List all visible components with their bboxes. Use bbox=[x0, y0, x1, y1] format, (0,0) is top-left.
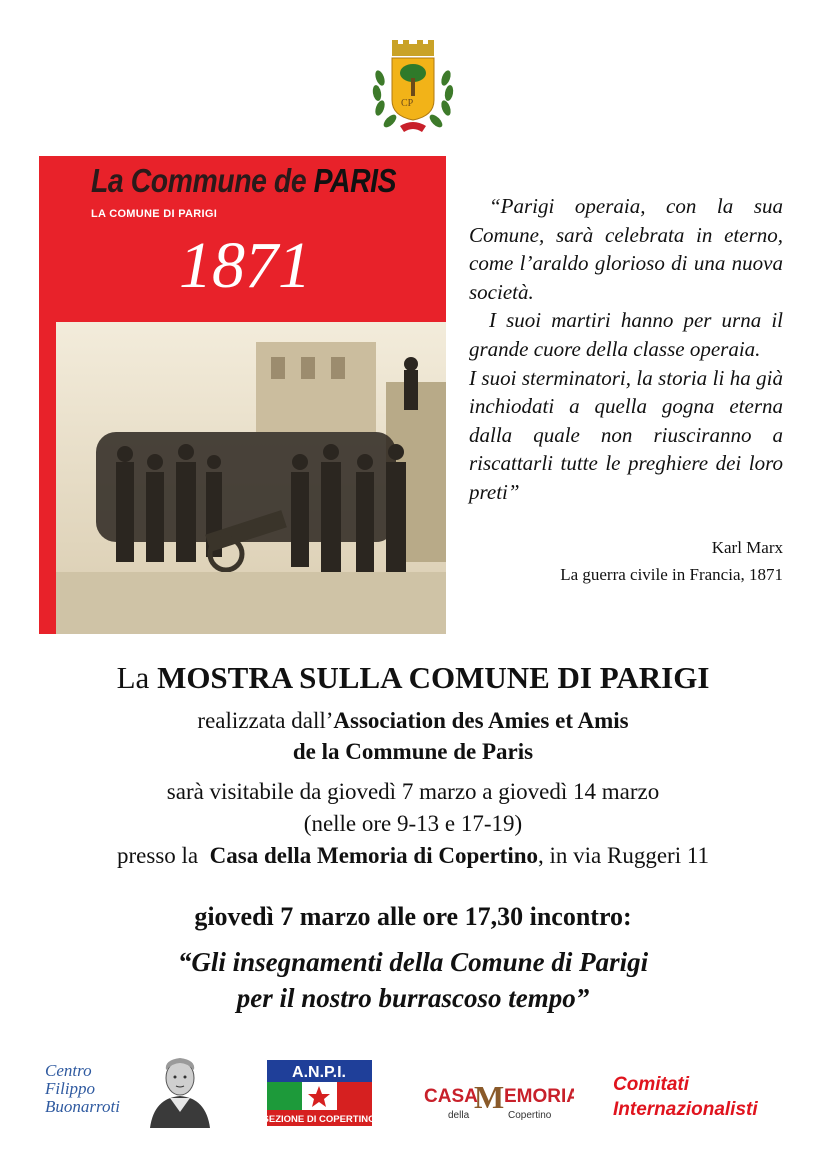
svg-text:CASA: CASA bbox=[424, 1086, 478, 1107]
exhibition-poster bbox=[39, 156, 446, 634]
portrait-icon bbox=[140, 1048, 220, 1128]
poster-title: La Commune de PARIS bbox=[91, 162, 397, 199]
svg-text:A.N.P.I.: A.N.P.I. bbox=[292, 1064, 346, 1081]
exhibition-headline: La MOSTRA SULLA COMUNE DI PARIGI bbox=[116, 660, 710, 695]
organizer-line-2: de la Commune de Paris bbox=[292, 739, 534, 764]
quote-author: Karl Marx bbox=[711, 538, 783, 557]
quote-source: La guerra civile in Francia, 1871 bbox=[560, 565, 783, 584]
poster-year: 1871 bbox=[179, 229, 311, 302]
svg-text:EMORIA: EMORIA bbox=[504, 1086, 574, 1107]
marx-quote bbox=[469, 192, 783, 507]
organizer-line: realizzata dall’Association des Amies et Amis bbox=[197, 708, 629, 733]
hours-line: (nelle ore 9-13 e 17-19) bbox=[303, 811, 523, 836]
dates-line: sarà visitabile da giovedì 7 marzo a giovedì 14 marzo bbox=[166, 779, 660, 804]
svg-text:SEZIONE DI COPERTINO: SEZIONE DI COPERTINO bbox=[262, 1114, 376, 1125]
talk-title-2: per il nostro burrascoso tempo” bbox=[236, 983, 590, 1013]
quote-paragraph: I suoi martiri hanno per urna il grande cuore della classe operaia. bbox=[469, 308, 783, 361]
talk-title: “Gli insegnamenti della Comune di Parigi bbox=[177, 947, 649, 977]
poster-subtitle: LA COMUNE DI PARIGI bbox=[91, 208, 218, 220]
comitati-internazionalisti-logo: Comitati Internazionalisti bbox=[613, 1074, 758, 1120]
svg-text:M: M bbox=[474, 1079, 505, 1115]
svg-text:CP: CP bbox=[401, 98, 414, 109]
anpi-logo bbox=[262, 1058, 377, 1128]
quote-paragraph: I suoi sterminatori, la storia li ha già inchiodati a quella gogna eterna dalla quale non riusciranno a riscattarli tutte le preghiere dei loro preti” bbox=[469, 365, 783, 504]
event-line: giovedì 7 marzo alle ore 17,30 incontro: bbox=[194, 902, 632, 931]
venue-line: presso la Casa della Memoria di Copertino, in via Ruggeri 11 bbox=[117, 843, 709, 868]
quote-paragraph: “Parigi operaia, con la sua Comune, sarà celebrata in eterno, come l’araldo glorioso di una nuova società. bbox=[469, 194, 783, 304]
svg-text:Copertino: Copertino bbox=[508, 1110, 552, 1121]
svg-text:della: della bbox=[448, 1110, 470, 1121]
centro-filippo-buonarroti-logo: Centro Filippo Buonarroti bbox=[45, 1061, 120, 1116]
coat-of-arms-logo bbox=[368, 38, 458, 138]
historic-photo bbox=[56, 322, 446, 634]
casa-della-memoria-logo bbox=[424, 1074, 574, 1122]
